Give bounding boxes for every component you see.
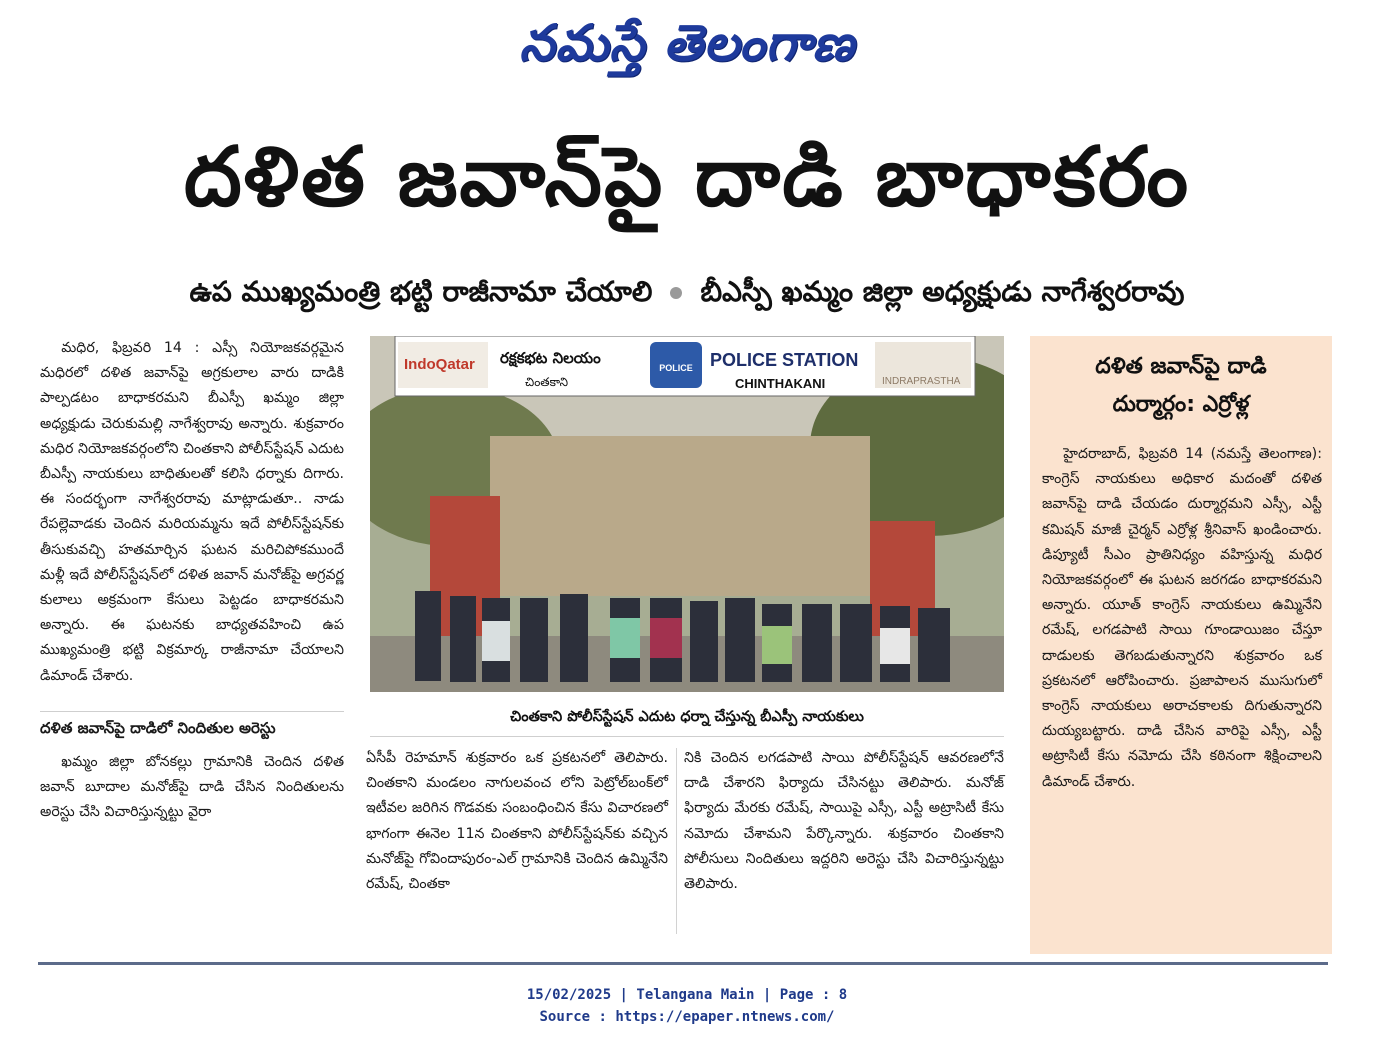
article-column-2 xyxy=(366,746,668,897)
caption-divider xyxy=(370,736,1004,737)
photo-caption: చింతకాని పోలీస్‌స్టేషన్ ఎదుట ధర్నా చేస్తున్న బీఎస్పీ నాయకులు xyxy=(510,709,864,725)
bullet-dot-icon xyxy=(670,287,682,299)
sidebar-headline xyxy=(1040,348,1322,424)
article-paragraph: హైదరాబాద్, ఫిబ్రవరి 14 (నమస్తే తెలంగాణ): కాంగ్రెస్ నాయకులు అధికార మదంతో దళిత జవాన్‌పై దాడి చేయడం దుర్మార్గమని ఎస్సీ, ఎస్టీ కమిషన్ మాజీ చైర్మన్ ఎర్రోళ్ల శ్రీనివాస్ ఖండించారు. డిప్యూటీ సీఎం ప్రాతినిధ్యం వహిస్తున్న మధిర నియోజకవర్గంలో ఈ ఘటన జరగడం బాధాకరమని అన్నారు. యూత్ కాంగ్రెస్ నాయకులు ఉమ్మినేని రమేష్, లగడపాటి సాయి గూండాయిజం చేస్తూ దాడులకు తెగబడుతున్నారని శుక్రవారం ఒక ప్రకటనలో ఆరోపించారు. ప్రజాపాలన ముసుగులో కాంగ్రెస్ నాయకులు అరాచకాలకు దిగుతున్నారని దుయ్యబట్టారు. దాడి చేసిన వారిపై ఎస్సీ, ఎస్టీ అట్రాసిటీ కేసు నమోదు చేసి కఠినంగా శిక్షించాలని డిమాండ్ చేశారు. xyxy=(1042,446,1322,790)
police-badge-icon: POLICE xyxy=(659,363,693,373)
sign-left-brand: IndoQatar xyxy=(404,356,475,373)
police-station-photo xyxy=(370,336,1004,692)
subheadline xyxy=(40,268,1334,316)
page-bottom-rule xyxy=(38,962,1328,965)
sidebar-article xyxy=(1030,336,1332,954)
sign-title: POLICE STATION xyxy=(710,350,859,370)
sign-place: CHINTHAKANI xyxy=(735,376,826,391)
article-paragraph: నికి చెందిన లగడపాటి సాయి పోలీస్‌స్టేషన్ ఆవరణలోనే దాడి చేశారని ఫిర్యాదు చేసినట్టు తెలిపారు. మనోజ్ ఫిర్యాదు మేరకు రమేష్, సాయిపై ఎస్సీ, ఎస్టీ అట్రాసిటీ కేసు నమోదు చేశామని పేర్కొన్నారు. శుక్రవారం చింతకాని పోలీసులు నిందితులు ఇద్దరిని అరెస్టు చేసి విచారిస్తున్నట్టు తెలిపారు. xyxy=(684,750,1004,893)
article-paragraph: ఏసీపీ రెహమాన్ శుక్రవారం ఒక ప్రకటనలో తెలిపారు. చింతకాని మండలం నాగులవంచ లోని పెట్రోల్‌బంక్‌లో ఇటీవల జరిగిన గొడవకు సంబంధించిన కేసు విచారణలో భాగంగా ఈనెల 11న చింతకాని పోలీస్‌స్టేషన్‌కు వచ్చిన మనోజ్‌పై గోవిందాపురం-ఎల్ గ్రామానికి చెందిన ఉమ్మినేని రమేష్, చింతకా xyxy=(366,750,668,893)
column-divider xyxy=(676,748,677,934)
page-footer xyxy=(0,984,1374,1028)
subhead-left: ఉప ముఖ్యమంత్రి భట్టి రాజీనామా చేయాలి xyxy=(189,275,653,308)
footer-edition-info: 15/02/2025 | Telangana Main | Page : 8 xyxy=(526,987,848,1003)
sidebar-headline-line2: దుర్మార్గం: ఎర్రోళ్ల xyxy=(1112,392,1250,417)
article-paragraph: మధిర, ఫిబ్రవరి 14 : ఎస్సీ నియోజకవర్గమైన మధిరలో దళిత జవాన్‌పై అగ్రకులాల వారు దాడికి పాల్పడటం బాధాకరమని బీఎస్పీ ఖమ్మం జిల్లా అధ్యక్షుడు చెరుకుమల్లి నాగేశ్వరావు అన్నారు. శుక్రవారం మధిర నియోజకవర్గంలోని చింతకాని పోలీస్‌స్టేషన్ ఎదుట బీఎస్పీ నాయకులు బాధితులతో కలిసి ధర్నాకు దిగారు. ఈ సందర్భంగా నాగేశ్వరరావు మాట్లాడుతూ.. నాడు రేపల్లెవాడకు చెందిన మరియమ్మను ఇదే పోలీస్‌స్టేషన్‌కు తీసుకువచ్చి హతమార్చిన ఘటన మరిచిపోకముందే మళ్లీ ఇదే పోలీస్‌స్టేషన్‌లో దళిత జవాన్ మనోజ్‌పై అగ్రవర్ణ కులాలు అక్రమంగా కేసులు పెట్టడం బాధాకరమని అన్నారు. ఈ ఘటనకు బాధ్యతవహించి ఉప ముఖ్యమంత్రి భట్టి విక్రమార్క రాజీనామా చేయాలని డిమాండ్ చేశారు. xyxy=(40,340,344,684)
article-paragraph: ఖమ్మం జిల్లా బోనకల్లు గ్రామానికి చెందిన దళిత జవాన్ బూదాల మనోజ్‌పై దాడి చేసిన నిందితులను అరెస్టు చేసి విచారిస్తున్నట్టు వైరా xyxy=(40,753,344,821)
subhead-right: బీఎస్పీ ఖమ్మం జిల్లా అధ్యక్షుడు నాగేశ్వరరావు xyxy=(700,275,1185,308)
news-photo xyxy=(370,336,1004,692)
article-column-1 xyxy=(40,336,344,825)
sign-place-telugu: చింతకాని xyxy=(525,375,569,389)
footer-source-link[interactable]: Source : https://epaper.ntnews.com/ xyxy=(539,1009,835,1025)
headline: దళిత జవాన్‌పై దాడి బాధాకరం xyxy=(183,130,1191,225)
sign-title-telugu: రక్షకభట నిలయం xyxy=(500,349,601,367)
sign-right-brand: INDRAPRASTHA xyxy=(882,376,961,387)
article-subheading: దళిత జవాన్‌పై దాడిలో నిందితుల అరెస్టు xyxy=(40,711,344,740)
sidebar-body xyxy=(1042,442,1322,795)
sidebar-headline-line1: దళిత జవాన్‌పై దాడి xyxy=(1095,354,1267,379)
article-column-3 xyxy=(684,746,1004,897)
masthead-logo: నమస్తే తెలంగాణ xyxy=(519,13,855,72)
